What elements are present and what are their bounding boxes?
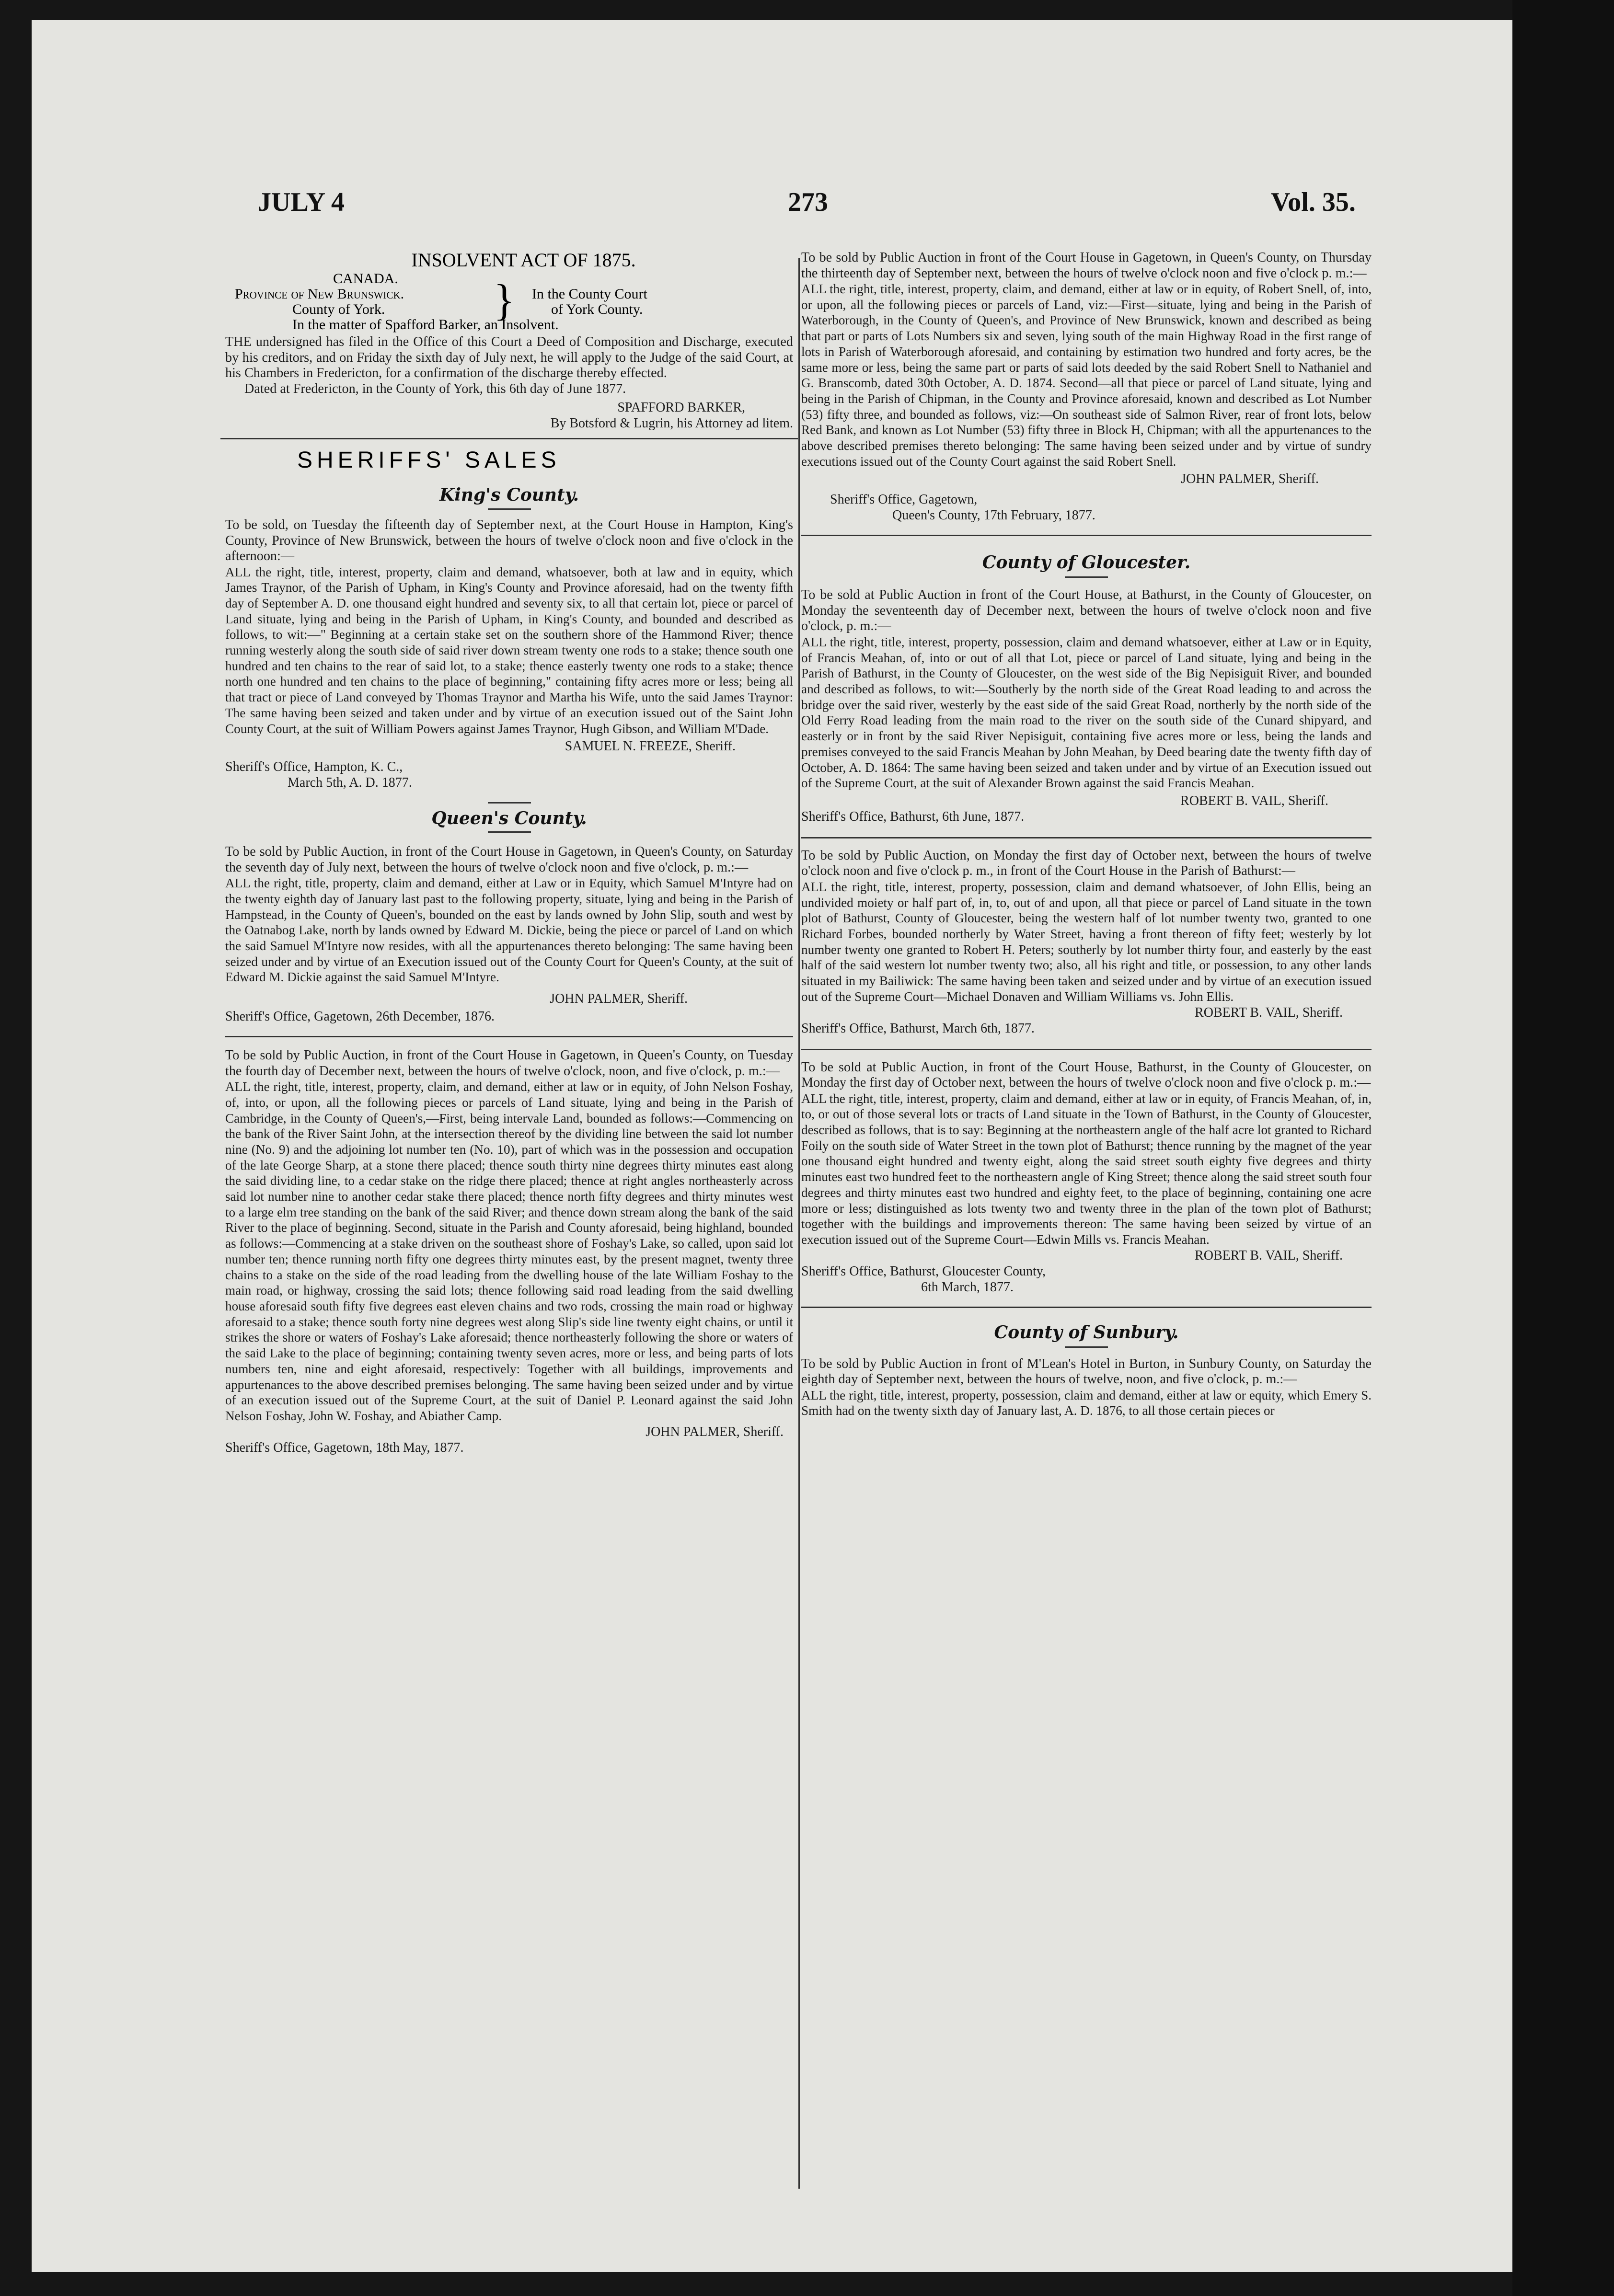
heading-rule bbox=[488, 802, 531, 804]
kings-intro: To be sold, on Tuesday the fifteenth day of September next, at the Court House in Hampton, King's County, Province of New Brunswick, between the hours of twelve o'clock noon and five o'clock in the afternoon:— bbox=[225, 517, 793, 563]
kings-office: Sheriff's Office, Hampton, K. C., bbox=[225, 759, 403, 775]
section-rule bbox=[801, 535, 1372, 536]
queens1-body: ALL the right, title, property, claim and demand, either at Law or in Equity, which Samuel M'Intyre had on the twenty eighth day of January last past to the following property, situate, lying and being in the Parish of Hampstead, in the County of Queen's, bounded on the east by lands owned by John Slip, south and west by the Oatnabog Lake, north by lands owned by Edward M. Dickie, being the piece or parcel of Land on which the said Samuel M'Intyre now resides, with all the appurtenances thereto belonging: The same having been seized under and by virtue of an Execution issued out of the County Court for Queen's County, at the suit of Edward M. Dickie against the said Samuel M'Intyre. bbox=[225, 876, 793, 985]
glou2-intro: To be sold by Public Auction, on Monday the first day of October next, between the hours of twelve o'clock noon and five o'clock p. m., in front of the Court House in the Parish of Bathurst:— bbox=[801, 848, 1372, 879]
notice-rule bbox=[801, 1049, 1372, 1050]
queens1-intro: To be sold by Public Auction, in front of the Court House in Gagetown, in Queen's County, on Saturday the seventh day of July next, between the hours of twelve o'clock noon and five o'clock, p. m.:— bbox=[225, 844, 793, 875]
left-column bbox=[225, 249, 793, 1456]
insolvent-act-title: INSOLVENT ACT OF 1875. bbox=[411, 249, 636, 271]
notice-rule bbox=[225, 1036, 793, 1037]
insolvent-attorney: By Botsford & Lugrin, his Attorney ad litem. bbox=[550, 416, 793, 431]
province-label: Province of New Brunswick. bbox=[235, 286, 404, 302]
glou1-intro: To be sold at Public Auction in front of the Court House, at Bathurst, in the County of Gloucester, on Monday the seventeenth day of December next, between the hours of twelve o'clock noon and five o'clock, p. m.:— bbox=[801, 587, 1372, 634]
section-rule bbox=[220, 438, 798, 439]
page-number: 273 bbox=[788, 187, 828, 217]
glou2-body: ALL the right, title, interest, property, possession, claim and demand whatsoever, of John Ellis, being an undivided moiety or half part of, in, to, out of and upon, all that piece or parcel of Land situate in the town plot of Bathurst, County of Gloucester, being the western half of lot number twenty two, granted to one Richard Forbes, bounded northerly by Water Street, having a front thereon of fifty feet; westerly by lot number twenty one granted to Robert H. Peters; southerly by lot number thirty four, and easterly by the east half of the said western lot number twenty two; also, all his right and title, or possession, to any other lands situated in my Bailiwick: The same having been taken and seized under and by virtue of an execution issued out of the Supreme Court—Michael Donaven and William Williams vs. John Ellis. bbox=[801, 879, 1372, 1004]
court-label: In the County Court bbox=[532, 286, 647, 302]
scan-border bbox=[1512, 0, 1614, 2296]
matter-label: In the matter of Spafford Barker, an Insolvent. bbox=[292, 317, 559, 333]
queens1-office: Sheriff's Office, Gagetown, 26th December, 1876. bbox=[225, 1009, 495, 1024]
insolvent-dated: Dated at Fredericton, in the County of York, this 6th day of June 1877. bbox=[244, 381, 626, 396]
heading-rule bbox=[488, 831, 531, 833]
right-column bbox=[801, 250, 1372, 1419]
county-label: County of York. bbox=[292, 301, 385, 317]
queens3-office: Sheriff's Office, Gagetown, bbox=[830, 492, 978, 507]
insolvent-signer: SPAFFORD BARKER, bbox=[617, 400, 745, 415]
queens2-body: ALL the right, title, interest, property, claim, and demand, either at law or in equity, of John Nelson Foshay, of, into, or upon, all the following pieces or parcels of Land situate, lying and being in the Parish of Cambridge, in the County of Queen's,—First, being intervale Land, bounded as follows:—Commencing on the bank of the River Saint John, at the intersection thereof by the dividing line between the said lot number nine (No. 9) and the adjoining lot number ten (No. 10), part of which was in the possession and occupation of the late George Sharp, at a stone there placed; thence south thirty nine degrees thirty minutes east along the said dividing line, to a cedar stake on the ridge there placed; thence at right angles northeasterly across said lot number nine to another cedar stake there placed; thence north fifty degrees and thirty minutes west to a large elm tree standing on the bank of the said River; and thence down stream along the bank of the said River to the place of beginning. Second, situate in the Parish and County aforesaid, being highland, bounded as follows:—Commencing at a stake driven on the southeast shore of Foshay's Lake, so called, upon said lot number ten; thence running north fifty one degrees thirty minutes east, by the present magnet, twenty three chains to a stake on the side of the road leading from the dwelling house of the late William Foshay to the main road, or highway, crossing the said lots; thence following said road leading from the said dwelling house aforesaid south fifty five degrees east eleven chains and two rods, crossing the main road or highway aforesaid to a stake; thence south forty nine degrees west along Slip's side line twenty eight chains, or until it strikes the shore or waters of Foshay's Lake aforesaid; thence northeasterly following the shore or waters of the said Lake to the place of beginning; containing twenty seven acres, more or less, and being parts of lots numbers ten, nine and eight aforesaid, respectively: Together with all buildings, improvements and appurtenances to the above described premises belonging. The same having been seized under and by virtue of an execution issued out of the Supreme Court, at the suit of Daniel P. Leonard against the said John Nelson Foshay, John W. Foshay, and Abiather Camp. bbox=[225, 1079, 793, 1423]
column-divider bbox=[798, 258, 800, 2189]
header-date: JULY 4 bbox=[258, 187, 345, 217]
york-county-label: of York County. bbox=[551, 301, 643, 317]
glou3-office: Sheriff's Office, Bathurst, Gloucester County, bbox=[801, 1263, 1046, 1279]
queens2-signer: JOHN PALMER, Sheriff. bbox=[646, 1424, 784, 1439]
kings-county-heading: King's County. bbox=[439, 485, 579, 505]
brace-glyph: } bbox=[494, 276, 515, 324]
queens1-signer: JOHN PALMER, Sheriff. bbox=[550, 991, 688, 1007]
glou3-signer: ROBERT B. VAIL, Sheriff. bbox=[1195, 1248, 1343, 1263]
sunbury-intro: To be sold by Public Auction in front of M'Lean's Hotel in Burton, in Sunbury County, on Saturday the eighth day of September next, between the hours of twelve, noon, and five o'clock, p. m.:— bbox=[801, 1356, 1372, 1387]
heading-rule bbox=[488, 508, 531, 510]
glou2-signer: ROBERT B. VAIL, Sheriff. bbox=[1195, 1005, 1343, 1020]
insolvent-notice: THE undersigned has filed in the Office of this Court a Deed of Composition and Discharge, executed by his creditors, and on Friday the sixth day of July next, he will apply to the Judge of the said Court, at his Chambers in Fredericton, for a confirmation of the discharge thereby effected. bbox=[225, 334, 793, 380]
queens2-office: Sheriff's Office, Gagetown, 18th May, 1877. bbox=[225, 1440, 464, 1455]
queens3-signer: JOHN PALMER, Sheriff. bbox=[1181, 471, 1319, 487]
queens3-date: Queen's County, 17th February, 1877. bbox=[892, 508, 1095, 523]
glou1-signer: ROBERT B. VAIL, Sheriff. bbox=[1180, 793, 1328, 808]
queens-county-heading: Queen's County. bbox=[431, 808, 587, 829]
insolvent-caption bbox=[225, 271, 793, 333]
glou3-date: 6th March, 1877. bbox=[921, 1279, 1014, 1295]
queens3-body: ALL the right, title, interest, property, claim, and demand, either at law or in equity, of Robert Snell, of, into, or upon, all the following pieces or parcels of Land, viz:—First—situate, lying and being in the Parish of Waterborough, in the County of Queen's, and Province of New Brunswick, known and described as being that part or parts of Lots Numbers six and seven, lying south of the main Highway Road in the first range of lots in Parish of Waterborough aforesaid, and containing by estimation two hundred and forty acres, be the same more or less, being the same part or parts of said lots deeded by the said Robert Snell to Nathaniel and G. Branscomb, dated 30th October, A. D. 1874. Second—all that piece or parcel of Land situate, lying and being in the Parish of Chipman, in the County and Province aforesaid, known and described as Lot Number (53) fifty three, and bounded as follows, viz:—On southeast side of Salmon River, rear of front lots, below Red Bank, and known as Lot Number (53) fifty three in Block H, Chipman; with all the appurtenances to the above described premises thereto belonging: The same having been seized under and by virtue of sundry executions issued out of the County Court against the said Robert Snell. bbox=[801, 282, 1372, 469]
heading-rule bbox=[1065, 576, 1108, 578]
volume-number: Vol. 35. bbox=[1271, 187, 1356, 217]
glou3-body: ALL the right, title, interest, property, claim and demand, either at law or in equity, of Francis Meahan, of, in, to, or out of those several lots or tracts of Land situate in the Town of Bathurst, in the County of Gloucester, described as follows, that is to say: Beginning at the northeastern angle of the half acre lot granted to Richard Foily on the south side of Water Street in the town plot of Bathurst; thence running by the magnet of the year one thousand eight hundred and twenty eight, along the said street south eighty five degrees and thirty minutes east two hundred feet to the northeastern angle of King Street; thence along the said street south four degrees and thirty minutes east two hundred and eighty feet, to the place of beginning, containing one acre more or less; distinguished as lots twenty two and twenty three in the plan of the town plot of Bathurst; together with the buildings and improvements thereon: The same having been seized by virtue of an execution issued out of the Supreme Court—Edwin Mills vs. Francis Meahan. bbox=[801, 1091, 1372, 1247]
notice-rule bbox=[801, 837, 1372, 838]
kings-signer: SAMUEL N. FREEZE, Sheriff. bbox=[565, 739, 736, 754]
kings-date: March 5th, A. D. 1877. bbox=[288, 775, 412, 791]
glou3-intro: To be sold at Public Auction, in front of the Court House, Bathurst, in the County of Gloucester, on Monday the first day of October next, between the hours of twelve o'clock noon and five o'clock p. m.:— bbox=[801, 1059, 1372, 1091]
kings-body: ALL the right, title, interest, property, claim and demand, whatsoever, both at law and in equity, which James Traynor, of the Parish of Upham, in King's County and Province aforesaid, had on the twenty fifth day of September A. D. one thousand eight hundred and seventy six, to all that certain lot, piece or parcel of Land situate, lying and being in the Parish of Upham, in King's County, and bounded and described as follows, to wit:—" Beginning at a certain stake set on the southern shore of the Hammond River; thence running westerly along the south side of said river down stream twenty one rods to a stake; thence south one hundred and ten chains to the rear of said lot, to a stake; thence easterly twenty one rods to a stake; thence north one hundred and ten chains to the place of beginning," containing fifty acres more or less; being all that tract or piece of Land conveyed by Thomas Traynor and Martha his Wife, unto the said James Traynor: The same having been seized and taken under and by virtue of an execution issued out of the Saint John County Court, at the suit of William Powers against James Traynor, Hugh Gibson, and William M'Dade. bbox=[225, 564, 793, 736]
sunbury-county-heading: County of Sunbury. bbox=[994, 1322, 1179, 1343]
gloucester-county-heading: County of Gloucester. bbox=[982, 552, 1191, 573]
queens2-intro: To be sold by Public Auction, in front of the Court House in Gagetown, in Queen's County, on Tuesday the fourth day of December next, between the hours of twelve o'clock, noon, and five o'clock, p. m.:— bbox=[225, 1048, 793, 1079]
glou1-office: Sheriff's Office, Bathurst, 6th June, 1877. bbox=[801, 809, 1025, 824]
queens3-intro: To be sold by Public Auction in front of the Court House in Gagetown, in Queen's County, on Thursday the thirteenth day of September next, between the hours of twelve o'clock noon and five o'clock p. m.:— bbox=[801, 250, 1372, 281]
heading-rule bbox=[1065, 1346, 1108, 1348]
sheriffs-sales-title: SHERIFFS' SALES bbox=[297, 448, 561, 473]
section-rule bbox=[801, 1307, 1372, 1308]
canada-label: CANADA. bbox=[333, 271, 398, 287]
sunbury-body: ALL the right, title, interest, property, possession, claim and demand, either at law or equity, which Emery S. Smith had on the twenty sixth day of January last, A. D. 1876, to all those certain pieces or bbox=[801, 1388, 1372, 1418]
glou2-office: Sheriff's Office, Bathurst, March 6th, 1877. bbox=[801, 1021, 1035, 1036]
glou1-body: ALL the right, title, interest, property, possession, claim and demand whatsoever, either at Law or in Equity, of Francis Meahan, of, into or out of all that Lot, piece or parcel of Land situate, lying and being in the Parish of Bathurst, in the County of Gloucester, on the west side of the Big Nepisiguit River, and bounded and described as follows, to wit:—Southerly by the north side of the Great Road leading to and across the bridge over the said river, westerly by the east side of the said Great Road, northerly by the north side of the Old Ferry Road leading from the main road to the river on the south side of the Cunard shipyard, and easterly or in front by the said River Nepisiguit, containing five acres more or less, being the lands and premises conveyed to the said Francis Meahan by John Meahan, by Deed bearing date the twenty fifth day of October, A. D. 1864: The same having been seized and taken under and by virtue of an Execution issued out of the Supreme Court, at the suit of Alexander Brown against the said Francis Meahan. bbox=[801, 634, 1372, 791]
